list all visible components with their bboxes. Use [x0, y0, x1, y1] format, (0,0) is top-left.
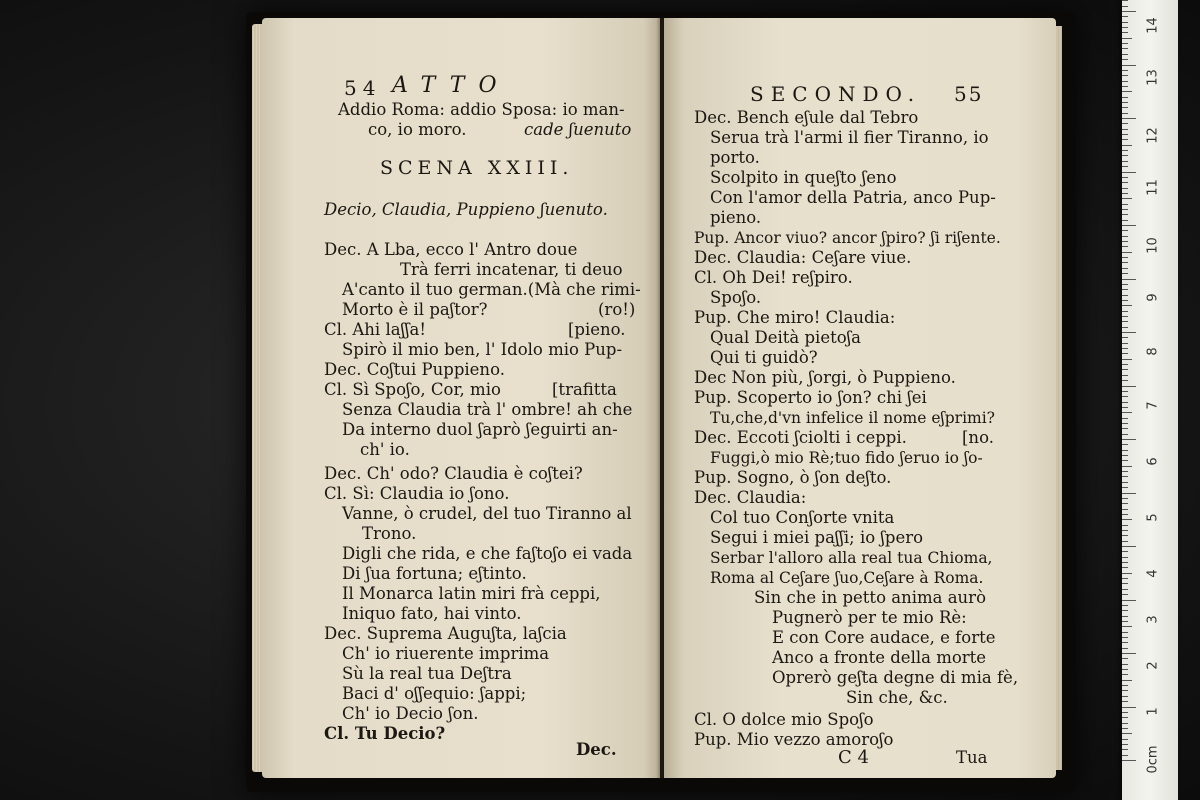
ruler-tick	[1122, 220, 1128, 221]
ruler-tick	[1122, 155, 1128, 156]
ruler-tick	[1122, 54, 1128, 55]
ruler-tick	[1122, 685, 1128, 686]
text-line: Dec. Suprema Auguʃta, laʃcia	[324, 624, 567, 643]
text-line: Ch' io Decio ʃon.	[342, 704, 479, 723]
text-line: ch' io.	[360, 440, 410, 459]
ruler-number: 12	[1145, 127, 1161, 144]
ruler-tick	[1122, 289, 1128, 290]
ruler-tick	[1122, 230, 1128, 231]
ruler-tick	[1122, 733, 1132, 734]
left-page-number: 54	[344, 76, 382, 100]
text-line: Dec Non più, ʃorgi, ò Puppieno.	[694, 368, 956, 387]
ruler-tick	[1122, 262, 1128, 263]
ruler-tick	[1122, 600, 1136, 601]
aria-line: Sin che, &c.	[846, 688, 948, 707]
ruler-number: 2	[1145, 661, 1161, 670]
ruler-tick	[1122, 744, 1128, 745]
ruler-tick	[1122, 102, 1128, 103]
ruler-tick	[1122, 32, 1128, 33]
ruler-tick	[1122, 583, 1128, 584]
ruler-tick	[1122, 723, 1128, 724]
ruler-tick	[1122, 503, 1128, 504]
aria-line: Anco a fronte della morte	[772, 648, 987, 667]
ruler-tick	[1122, 134, 1128, 135]
ruler-tick	[1122, 375, 1128, 376]
ruler-tick	[1122, 386, 1136, 387]
ruler-number: 11	[1145, 179, 1161, 196]
aria-line: E con Core audace, e forte	[772, 628, 996, 647]
ruler-tick	[1122, 107, 1128, 108]
ruler-number: 4	[1145, 569, 1161, 578]
text-line: Dec. Ch' odo? Claudia è coʃtei?	[324, 464, 583, 483]
text-line: Dec. Eccoti ʃciolti i ceppi.	[694, 428, 907, 447]
text-line: Pup. Ancor viuo? ancor ʃpiro? ʃi riʃente.	[694, 229, 1001, 247]
ruler-tick	[1122, 444, 1128, 445]
ruler-tick	[1122, 59, 1128, 60]
ruler-tick	[1122, 642, 1128, 643]
text-line: Da interno duol ʃaprò ʃeguirti an-	[342, 420, 618, 439]
ruler-tick	[1122, 380, 1128, 381]
ruler-number: 13	[1145, 69, 1161, 86]
ruler-tick	[1122, 525, 1128, 526]
ruler-tick	[1122, 396, 1128, 397]
text-line: Iniquo fato, hai vinto.	[342, 604, 522, 623]
ruler-tick	[1122, 75, 1128, 76]
text-line: Segui i miei paʃʃi; io ʃpero	[710, 528, 924, 547]
text-line: pieno.	[710, 208, 762, 227]
ruler-tick	[1122, 658, 1128, 659]
ruler-tick	[1122, 198, 1132, 199]
ruler-tick	[1122, 172, 1136, 173]
ruler-tick	[1122, 332, 1136, 333]
ruler-tick	[1122, 455, 1128, 456]
ruler-tick	[1122, 150, 1128, 151]
text-line: Dec. Coʃtui Puppieno.	[324, 360, 505, 379]
ruler-number: 10	[1145, 237, 1161, 254]
ruler-tick	[1122, 546, 1136, 547]
ruler-number: 7	[1145, 401, 1161, 410]
ruler-tick	[1122, 391, 1128, 392]
ruler-tick	[1122, 610, 1128, 611]
ruler-tick	[1122, 81, 1128, 82]
ruler-tick	[1122, 6, 1128, 7]
ruler-number: 8	[1145, 347, 1161, 356]
text-line: Con l'amor della Patria, anco Pup-	[710, 188, 996, 207]
ruler-tick	[1122, 241, 1128, 242]
ruler-tick	[1122, 653, 1136, 654]
ruler-tick	[1122, 493, 1136, 494]
ruler-tick	[1122, 749, 1128, 750]
ruler-tick	[1122, 701, 1128, 702]
ruler-tick	[1122, 359, 1132, 360]
text-line: Spirò il mio ben, l' Idolo mio Pup-	[342, 340, 623, 359]
ruler-tick	[1122, 690, 1128, 691]
ruler-tick	[1122, 139, 1128, 140]
text-line: Dec. Claudia:	[694, 488, 807, 507]
ruler-tick	[1122, 541, 1128, 542]
ruler-tick	[1122, 327, 1128, 328]
ruler-tick	[1122, 257, 1128, 258]
text-line: Cl. Sì Spoʃo, Cor, mio	[324, 380, 501, 399]
ruler-tick	[1122, 348, 1128, 349]
text-line: Serbar l'alloro alla real tua Chioma,	[710, 549, 993, 567]
ruler-tick	[1122, 214, 1128, 215]
ruler-tick	[1122, 514, 1128, 515]
ruler-tick	[1122, 551, 1128, 552]
ruler-tick	[1122, 712, 1128, 713]
text-line: Vanne, ò crudel, del tuo Tiranno al	[342, 504, 632, 523]
scene-heading: SCENA XXIII.	[380, 157, 574, 179]
ruler-tick	[1122, 118, 1136, 119]
text-line: (ro!)	[598, 300, 636, 319]
text-line: Cl. Ahi laʃʃa!	[324, 320, 426, 339]
ruler-tick	[1122, 236, 1128, 237]
ruler-tick	[1122, 648, 1128, 649]
ruler-tick	[1122, 364, 1128, 365]
ruler-tick	[1122, 632, 1128, 633]
text-line: Cl. Tu Decio?	[324, 724, 446, 743]
ruler-tick	[1122, 471, 1128, 472]
ruler-tick	[1122, 755, 1128, 756]
aria-line: Sin che in petto anima aurò	[754, 588, 986, 607]
ruler-tick	[1122, 38, 1132, 39]
ruler-tick	[1122, 273, 1128, 274]
ruler-tick	[1122, 252, 1132, 253]
text-line: [pieno.	[568, 320, 626, 339]
ruler-tick	[1122, 567, 1128, 568]
text-line: Ch' io riuerente imprima	[342, 644, 550, 663]
ruler-tick	[1122, 450, 1128, 451]
ruler-tick	[1122, 16, 1128, 17]
ruler-tick	[1122, 321, 1128, 322]
ruler-tick	[1122, 460, 1128, 461]
ruler-tick	[1122, 145, 1132, 146]
text-line: Pup. Scoperto io ʃon? chi ʃei	[694, 388, 927, 407]
ruler-tick	[1122, 466, 1132, 467]
ruler-number: 14	[1145, 17, 1161, 34]
ruler-number: 3	[1145, 615, 1161, 624]
text-line: Cl. Sì: Claudia io ʃono.	[324, 484, 510, 503]
ruler-tick	[1122, 487, 1128, 488]
ruler-tick	[1122, 605, 1128, 606]
right-running-title: SECONDO.	[750, 82, 922, 106]
ruler-tick	[1122, 337, 1128, 338]
text-line: Col tuo Conʃorte vnita	[710, 508, 895, 527]
ruler-tick	[1122, 369, 1128, 370]
ruler-tick	[1122, 11, 1136, 12]
ruler-number: 1	[1145, 707, 1161, 716]
ruler-tick	[1122, 86, 1128, 87]
left-running-title: ATTO	[392, 73, 511, 98]
ruler-tick	[1122, 225, 1136, 226]
ruler-tick	[1122, 589, 1128, 590]
aria-line: Oprerò geʃta degne di mia fè,	[772, 668, 1019, 687]
ruler-tick	[1122, 284, 1128, 285]
ruler-tick	[1122, 209, 1128, 210]
ruler-tick	[1122, 22, 1128, 23]
stage-direction: cade ʃuenuto	[524, 120, 632, 139]
text-line: Fuggi,ò mio Rè;tuo fido ʃeruo io ʃo-	[710, 449, 983, 467]
ruler-tick	[1122, 305, 1132, 306]
ruler-tick	[1122, 680, 1132, 681]
ruler-number: 5	[1145, 513, 1161, 522]
ruler-tick	[1122, 246, 1128, 247]
ruler-tick	[1122, 626, 1132, 627]
ruler-unit-label: 0cm	[1145, 745, 1161, 774]
ruler-tick	[1122, 519, 1132, 520]
text-line: Il Monarca latin miri frà ceppi,	[342, 584, 601, 603]
ruler-tick	[1122, 707, 1136, 708]
ruler-tick	[1122, 407, 1128, 408]
ruler-tick	[1122, 70, 1128, 71]
ruler-tick	[1122, 402, 1128, 403]
ruler-tick	[1122, 97, 1128, 98]
ruler-tick	[1122, 482, 1128, 483]
text-line: Scolpito in queʃto ʃeno	[710, 168, 897, 187]
text-line: Qual Deità pietoʃa	[710, 328, 861, 347]
text-line: Serua trà l'armi il fier Tiranno, io	[710, 128, 989, 147]
text-line: A'canto il tuo german.(Mà che rimi-	[342, 280, 641, 299]
ruler-tick	[1122, 295, 1128, 296]
text-line: Roma al Ceʃare ʃuo,Ceʃare à Roma.	[710, 569, 984, 587]
ruler-tick	[1122, 594, 1128, 595]
ruler-tick	[1122, 193, 1128, 194]
ruler-tick	[1122, 177, 1128, 178]
ruler-tick	[1122, 27, 1128, 28]
text-line: [no.	[962, 428, 994, 447]
text-line: Spoʃo.	[710, 288, 762, 307]
left-page	[262, 18, 660, 778]
ruler-tick	[1122, 418, 1128, 419]
ruler-tick	[1122, 616, 1128, 617]
signature-mark: C 4	[838, 747, 869, 768]
ruler-tick	[1122, 268, 1128, 269]
text-line: Dec. A Lba, ecco l' Antro doue	[324, 240, 578, 259]
text-line: Di ʃua fortuna; eʃtinto.	[342, 564, 527, 583]
ruler-tick	[1122, 674, 1128, 675]
ruler-tick	[1122, 161, 1128, 162]
ruler-tick	[1122, 664, 1128, 665]
ruler-tick	[1122, 423, 1128, 424]
ruler-tick	[1122, 412, 1132, 413]
ruler-tick	[1122, 311, 1128, 312]
measurement-ruler	[1122, 0, 1178, 800]
ruler-tick	[1122, 760, 1136, 761]
text-line: Morto è il paʃtor?	[342, 300, 488, 319]
character-list: Decio, Claudia, Puppieno ʃuenuto.	[324, 200, 608, 219]
ruler-tick	[1122, 637, 1128, 638]
catchword: Dec.	[576, 740, 617, 759]
text-line: Digli che rida, e che faʃtoʃo ei vada	[342, 544, 633, 563]
ruler-tick	[1122, 0, 1128, 1]
ruler-tick	[1122, 343, 1128, 344]
catchword: Tua	[956, 748, 988, 767]
ruler-tick	[1122, 113, 1128, 114]
text-line: Addio Roma: addio Sposa: io man-	[338, 100, 625, 119]
ruler-tick	[1122, 279, 1136, 280]
ruler-tick	[1122, 562, 1128, 563]
ruler-tick	[1122, 578, 1128, 579]
ruler-tick	[1122, 129, 1128, 130]
ruler-tick	[1122, 204, 1128, 205]
text-line: Pup. Che miro! Claudia:	[694, 308, 896, 327]
ruler-tick	[1122, 728, 1128, 729]
text-line: Dec. Claudia: Ceʃare viue.	[694, 248, 912, 267]
ruler-tick	[1122, 123, 1128, 124]
text-line: Tu,che,d'vn infelice il nome eʃprimi?	[710, 409, 995, 427]
ruler-tick	[1122, 573, 1132, 574]
ruler-tick	[1122, 48, 1128, 49]
text-line: Trà ferri incatenar, ti deuo	[400, 260, 623, 279]
ruler-tick	[1122, 557, 1128, 558]
ruler-tick	[1122, 530, 1128, 531]
ruler-tick	[1122, 316, 1128, 317]
text-line: Pup. Sogno, ò ʃon deʃto.	[694, 468, 892, 487]
text-line: Qui ti guidò?	[710, 348, 818, 367]
text-line: Cl. Oh Dei! reʃpiro.	[694, 268, 853, 287]
ruler-tick	[1122, 434, 1128, 435]
text-line: porto.	[710, 148, 760, 167]
text-line: Senza Claudia trà l' ombre! ah che	[342, 400, 633, 419]
ruler-tick	[1122, 717, 1128, 718]
text-line: Baci d' oʃʃequio: ʃappi;	[342, 684, 527, 703]
ruler-tick	[1122, 353, 1128, 354]
ruler-number: 9	[1145, 293, 1161, 302]
right-page	[664, 18, 1056, 778]
text-line: [trafitta	[552, 380, 617, 399]
ruler-tick	[1122, 696, 1128, 697]
right-page-number: 55	[954, 82, 984, 106]
ruler-tick	[1122, 439, 1136, 440]
ruler-tick	[1122, 91, 1132, 92]
ruler-tick	[1122, 621, 1128, 622]
ruler-tick	[1122, 166, 1128, 167]
ruler-tick	[1122, 509, 1128, 510]
aria-line: Pugnerò per te mio Rè:	[772, 608, 967, 627]
ruler-number: 6	[1145, 457, 1161, 466]
text-line: Sù la real tua Deʃtra	[342, 664, 512, 683]
text-line: Cl. O dolce mio Spoʃo	[694, 710, 874, 729]
text-line: co, io moro.	[368, 120, 467, 139]
text-line: Trono.	[362, 524, 417, 543]
ruler-tick	[1122, 498, 1128, 499]
ruler-tick	[1122, 43, 1128, 44]
ruler-tick	[1122, 739, 1128, 740]
ruler-tick	[1122, 300, 1128, 301]
ruler-tick	[1122, 182, 1128, 183]
text-line: Dec. Bench eʃule dal Tebro	[694, 108, 919, 127]
ruler-tick	[1122, 669, 1128, 670]
ruler-tick	[1122, 476, 1128, 477]
ruler-tick	[1122, 428, 1128, 429]
ruler-tick	[1122, 65, 1136, 66]
ruler-tick	[1122, 188, 1128, 189]
text-line: Pup. Mio vezzo amoroʃo	[694, 730, 894, 749]
ruler-tick	[1122, 535, 1128, 536]
